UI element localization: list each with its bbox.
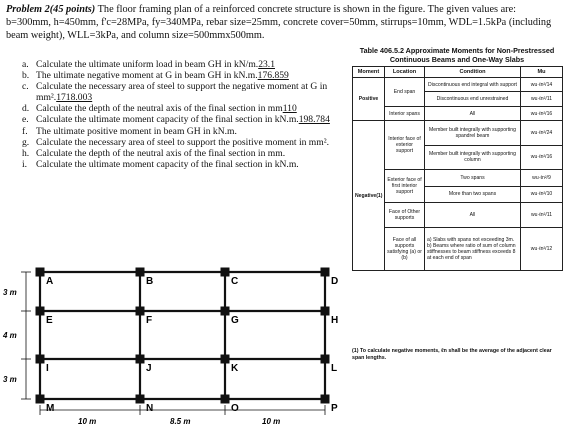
node-label: O <box>231 403 239 414</box>
question-label: a. <box>22 59 29 70</box>
column-node <box>321 355 330 364</box>
table-cell: Two spans <box>425 169 521 186</box>
node-label: J <box>146 363 152 374</box>
question-item <box>22 71 340 82</box>
dim-col-1: 10 m <box>78 417 97 426</box>
question-text: Calculate the necessary area of steel to support the negative moment at G in mm². <box>36 81 328 103</box>
column-node <box>221 395 230 404</box>
table-row <box>353 169 563 186</box>
node-label: B <box>146 276 154 287</box>
table-cell: Interior face of exterior support <box>385 121 425 169</box>
question-label: g. <box>22 136 30 148</box>
table-cell: wu·ℓn²/11 <box>521 92 563 106</box>
node-label: L <box>331 363 338 374</box>
column-node <box>36 307 45 316</box>
column-node <box>221 355 230 364</box>
table-cell: More than two spans <box>425 186 521 203</box>
table-cell: Member built integrally with supporting spandrel beam <box>425 121 521 145</box>
header-location: Location <box>385 67 425 78</box>
table-header-row <box>353 67 563 78</box>
column-node <box>36 395 45 404</box>
dim-col-3: 10 m <box>262 417 281 426</box>
question-answer: 176.859 <box>257 70 289 82</box>
question-answer: 198.784 <box>298 114 330 126</box>
node-label: H <box>331 315 339 326</box>
question-item <box>22 149 340 160</box>
column-node <box>36 268 45 277</box>
table-footnote: (1) To calculate negative moments, ℓn shall be the average of the adjacent clear span lengths. <box>352 348 552 361</box>
dim-row-1: 3 m <box>3 288 17 297</box>
question-text: Calculate the depth of the neutral axis of the final section in mm. <box>36 147 286 159</box>
moments-table <box>352 66 563 271</box>
question-label: b. <box>22 70 30 82</box>
question-text: The ultimate negative moment at G in beam GH in kN.m. <box>36 70 258 82</box>
node-label: N <box>146 403 154 414</box>
column-node <box>136 355 145 364</box>
question-list <box>22 60 340 171</box>
question-answer: 1718.003 <box>56 91 93 103</box>
node-label: K <box>231 363 239 374</box>
positive-label: Positive <box>353 78 385 121</box>
question-item <box>22 160 340 171</box>
problem-statement <box>6 3 559 42</box>
question-label: f. <box>22 125 28 137</box>
header-mu: Mu <box>521 67 563 78</box>
table-cell: wu·ℓn²/10 <box>521 186 563 203</box>
column-node <box>221 307 230 316</box>
table-cell: Face of all supports satisfying (a) or (b) <box>385 227 425 270</box>
table-cell: wu·ℓn²/16 <box>521 145 563 169</box>
node-label: A <box>46 276 54 287</box>
question-label: h. <box>22 147 30 159</box>
column-node <box>136 395 145 404</box>
table-cell: a) Slabs with spans not exceeding 3m. b) Beams where ratio of sum of column stiffnesses to beam stiffness exceeds 8 at each end of span <box>425 227 521 270</box>
table-cell: Interior spans <box>385 106 425 120</box>
question-text: Calculate the ultimate moment capacity of the final section in kN.m. <box>36 114 299 126</box>
table-cell: Discontinuous end integral with support <box>425 78 521 92</box>
table-row <box>353 121 563 145</box>
table-caption: Table 406.5.2 Approximate Moments for Non-Prestressed Continuous Beams and One-Way Slabs <box>359 46 555 64</box>
end-span-cell: End span <box>385 78 425 107</box>
question-text: Calculate the necessary area of steel to support the positive moment in mm². <box>36 136 330 148</box>
node-label: P <box>331 403 338 414</box>
column-node <box>136 268 145 277</box>
question-item <box>22 60 340 71</box>
question-answer: 23.1 <box>258 59 275 70</box>
question-item <box>22 115 340 126</box>
column-node <box>221 268 230 277</box>
column-node <box>36 355 45 364</box>
problem-title: Problem 2(45 points) <box>6 4 96 15</box>
question-item <box>22 127 340 138</box>
node-label: E <box>46 315 53 326</box>
question-text: Calculate the depth of the neutral axis of the final section in mm <box>36 103 283 115</box>
node-label: D <box>331 276 339 287</box>
table-cell: Exterior face of first interior support <box>385 169 425 203</box>
column-node <box>321 307 330 316</box>
column-node <box>321 395 330 404</box>
table-cell: Member built integrally with supporting column <box>425 145 521 169</box>
question-item <box>22 82 340 103</box>
table-cell: All <box>425 106 521 120</box>
question-text: Calculate the ultimate uniform load in beam GH in kN/m. <box>36 59 259 70</box>
question-text: Calculate the ultimate moment capacity of the final section in kN.m. <box>36 159 299 171</box>
question-item <box>22 138 340 149</box>
question-answer: 110 <box>282 103 297 115</box>
table-cell: wu·ℓn²/11 <box>521 203 563 227</box>
negative-label: Negative(1) <box>353 121 385 271</box>
table-row <box>353 227 563 270</box>
question-item <box>22 104 340 115</box>
dim-col-2: 8.5 m <box>170 417 191 426</box>
table-row <box>353 106 563 120</box>
table-cell: wu·ℓn²/16 <box>521 106 563 120</box>
question-text: The ultimate positive moment in beam GH in kN.m. <box>36 125 237 137</box>
framing-plan <box>0 262 345 448</box>
table-cell: wu·ℓn²/24 <box>521 121 563 145</box>
table-cell: Discontinuous end unrestrained <box>425 92 521 106</box>
question-label: c. <box>22 81 29 93</box>
node-label: C <box>231 276 239 287</box>
table-cell: wu·ℓn²/9 <box>521 169 563 186</box>
header-moment: Moment <box>353 67 385 78</box>
table-row <box>353 78 563 92</box>
question-label: d. <box>22 103 30 115</box>
node-label: F <box>146 315 153 326</box>
column-node <box>321 268 330 277</box>
column-node <box>136 307 145 316</box>
problem-intro: The floor framing plan of a reinforced concrete structure is shown in the figure. The given values are: b=300mm, h=450mm, f'c=28MPa, fy=340MPa, rebar size=25mm, concrete cover=50mm, stirrups=10mm, WDL=1.5kPa (including beam weight), WLL=3kPa, and column size=500mmx500mm. <box>6 4 552 41</box>
node-label: I <box>46 363 49 374</box>
question-label: e. <box>22 114 29 126</box>
header-condition: Condition <box>425 67 521 78</box>
dim-row-2: 4 m <box>3 331 17 340</box>
table-cell: wu·ℓn²/12 <box>521 227 563 270</box>
table-cell: wu·ℓn²/14 <box>521 78 563 92</box>
table-row <box>353 203 563 227</box>
table-cell: Face of Other supports <box>385 203 425 227</box>
dim-row-3: 3 m <box>3 375 17 384</box>
question-label: i. <box>22 159 28 171</box>
table-cell: All <box>425 203 521 227</box>
node-label: G <box>231 315 239 326</box>
node-label: M <box>46 403 55 414</box>
